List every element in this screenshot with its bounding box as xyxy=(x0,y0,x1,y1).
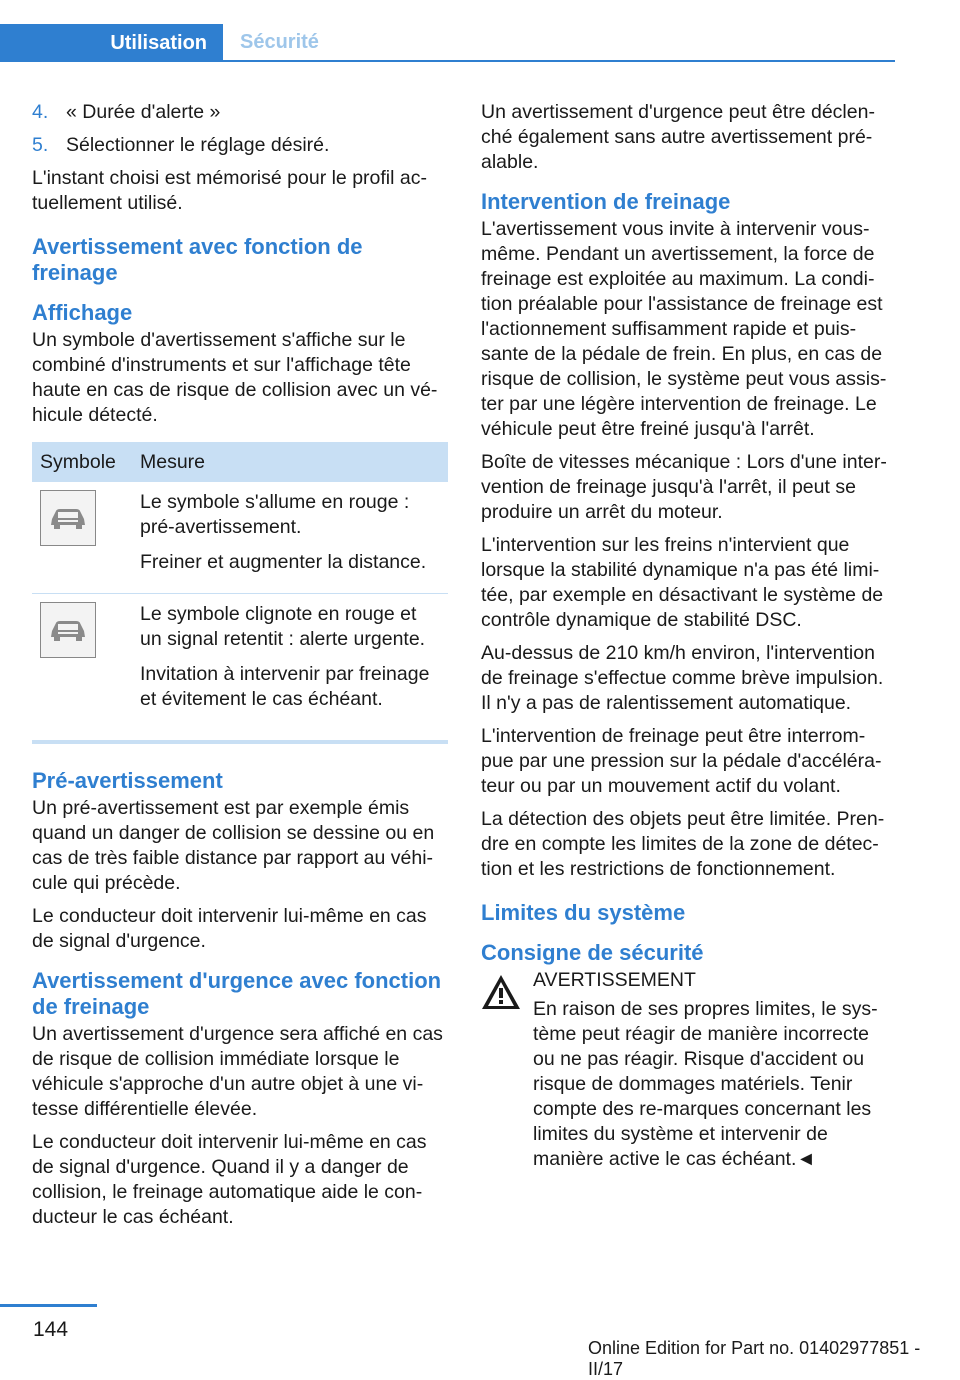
page-number: 144 xyxy=(33,1318,69,1341)
table-row xyxy=(32,594,448,743)
subsection-heading: Intervention de freinage xyxy=(481,189,731,214)
subsection-heading: Pré-avertissement xyxy=(32,768,223,793)
list-text: « Durée d'alerte » xyxy=(66,101,221,123)
header-divider xyxy=(0,60,895,62)
footer-divider xyxy=(0,1304,97,1307)
table-header-symbol: Symbole xyxy=(32,442,132,482)
table-row xyxy=(32,482,448,594)
right-column xyxy=(481,100,896,1180)
list-number: 4. xyxy=(32,101,49,123)
left-column xyxy=(32,100,448,1238)
warning-block xyxy=(481,968,896,1180)
paragraph: L'intervention sur les freins n'intervient que lorsque la stabilité dynamique n'a pas été limi-tée, par exemple en désactivant le système de contrôle dynamique de stabilité DSC. xyxy=(481,534,884,631)
list-item xyxy=(32,100,448,125)
table-cell-text: Invitation à intervenir par freinage et évitement le cas échéant. xyxy=(140,663,430,710)
paragraph: La détection des objets peut être limitée. Pren-dre en compte les limites de la zone de détec-tion et les restrictions de fonctionnement. xyxy=(481,808,885,880)
paragraph: Un pré-avertissement est par exemple émis quand un danger de collision se dessine ou en cas de très faible distance par rapport au véhi-cule qui précède. xyxy=(32,797,435,894)
table-cell-text: Le symbole clignote en rouge et un signal retentit : alerte urgente. xyxy=(140,603,426,650)
car-warning-icon xyxy=(40,490,96,546)
list-item xyxy=(32,133,448,158)
paragraph: Un symbole d'avertissement s'affiche sur le combiné d'instruments et sur l'affichage tête haute en cas de risque de collision avec un vé-hicule détecté. xyxy=(32,329,438,426)
paragraph: Un avertissement d'urgence peut être déclen-ché également sans autre avertissement pré-alable. xyxy=(481,101,875,173)
subsection-heading: Affichage xyxy=(32,300,133,325)
table-cell-text: Freiner et augmenter la distance. xyxy=(140,551,427,573)
section-heading: Avertissement avec fonction de freinage xyxy=(32,234,363,285)
paragraph: Le conducteur doit intervenir lui-même en cas de signal d'urgence. xyxy=(32,905,427,952)
page-header xyxy=(0,24,895,62)
table-header-measure: Mesure xyxy=(132,442,448,482)
paragraph: L'instant choisi est mémorisé pour le profil ac-tuellement utilisé. xyxy=(32,167,427,214)
paragraph: L'intervention de freinage peut être interrom-pue par une pression sur la pédale d'accéléra-teur ou par un mouvement actif du volant. xyxy=(481,725,882,797)
paragraph: Le conducteur doit intervenir lui-même en cas de signal d'urgence. Quand il y a danger de collision, le freinage automatique aide le con-ducteur le cas échéant. xyxy=(32,1131,427,1228)
subsection-heading: Avertissement d'urgence avec fonction de freinage xyxy=(32,968,442,1019)
paragraph: Boîte de vitesses mécanique : Lors d'une inter-vention de freinage jusqu'à l'arrêt, il peut se produire un arrêt du moteur. xyxy=(481,451,887,523)
list-number: 5. xyxy=(32,134,49,156)
paragraph: Au-dessus de 210 km/h environ, l'intervention de freinage s'effectue comme brève impulsion. Il n'y a pas de ralentissement automatique. xyxy=(481,642,884,714)
car-warning-icon xyxy=(40,602,96,658)
tab-securite-label: Sécurité xyxy=(240,30,319,53)
list-text: Sélectionner le réglage désiré. xyxy=(66,134,330,156)
subsection-heading: Consigne de sécurité xyxy=(481,940,704,965)
tab-utilisation[interactable] xyxy=(0,24,223,62)
tab-utilisation-label: Utilisation xyxy=(110,31,207,54)
paragraph: Un avertissement d'urgence sera affiché en cas de risque de collision immédiate lorsque le véhicule s'approche d'un autre objet à une vi-tesse différentielle élevée. xyxy=(32,1023,443,1120)
tab-securite[interactable] xyxy=(240,24,319,60)
warning-title: AVERTISSEMENT xyxy=(533,969,696,991)
table-cell-text: Le symbole s'allume en rouge : pré-avertissement. xyxy=(140,491,410,538)
edition-text: Online Edition for Part no. 01402977851 - II/17 xyxy=(588,1338,921,1379)
paragraph: L'avertissement vous invite à intervenir vous-même. Pendant un avertissement, la force de freinage est exploitée au maximum. La condi-tion préalable pour l'assistance de freinage est l'actionnement suffisamment rapide et puis-sante de la pédale de frein. En plus, en cas de risque de collision, le système peut vous assis-ter par une légère intervention de freinage. Le véhicule peut être freiné jusqu'à l'arrêt. xyxy=(481,218,887,440)
warning-triangle-icon xyxy=(481,974,523,1015)
section-heading: Limites du système xyxy=(481,900,686,925)
warning-text: En raison de ses propres limites, le sys-tème peut réagir de manière incorrecte ou ne pas réagir. Risque d'accident ou risque de dommages matériels. Tenir compte des re-marques concernant les limites du système et intervenir de manière active le cas échéant.◄ xyxy=(533,998,878,1170)
symbol-table xyxy=(32,442,448,744)
